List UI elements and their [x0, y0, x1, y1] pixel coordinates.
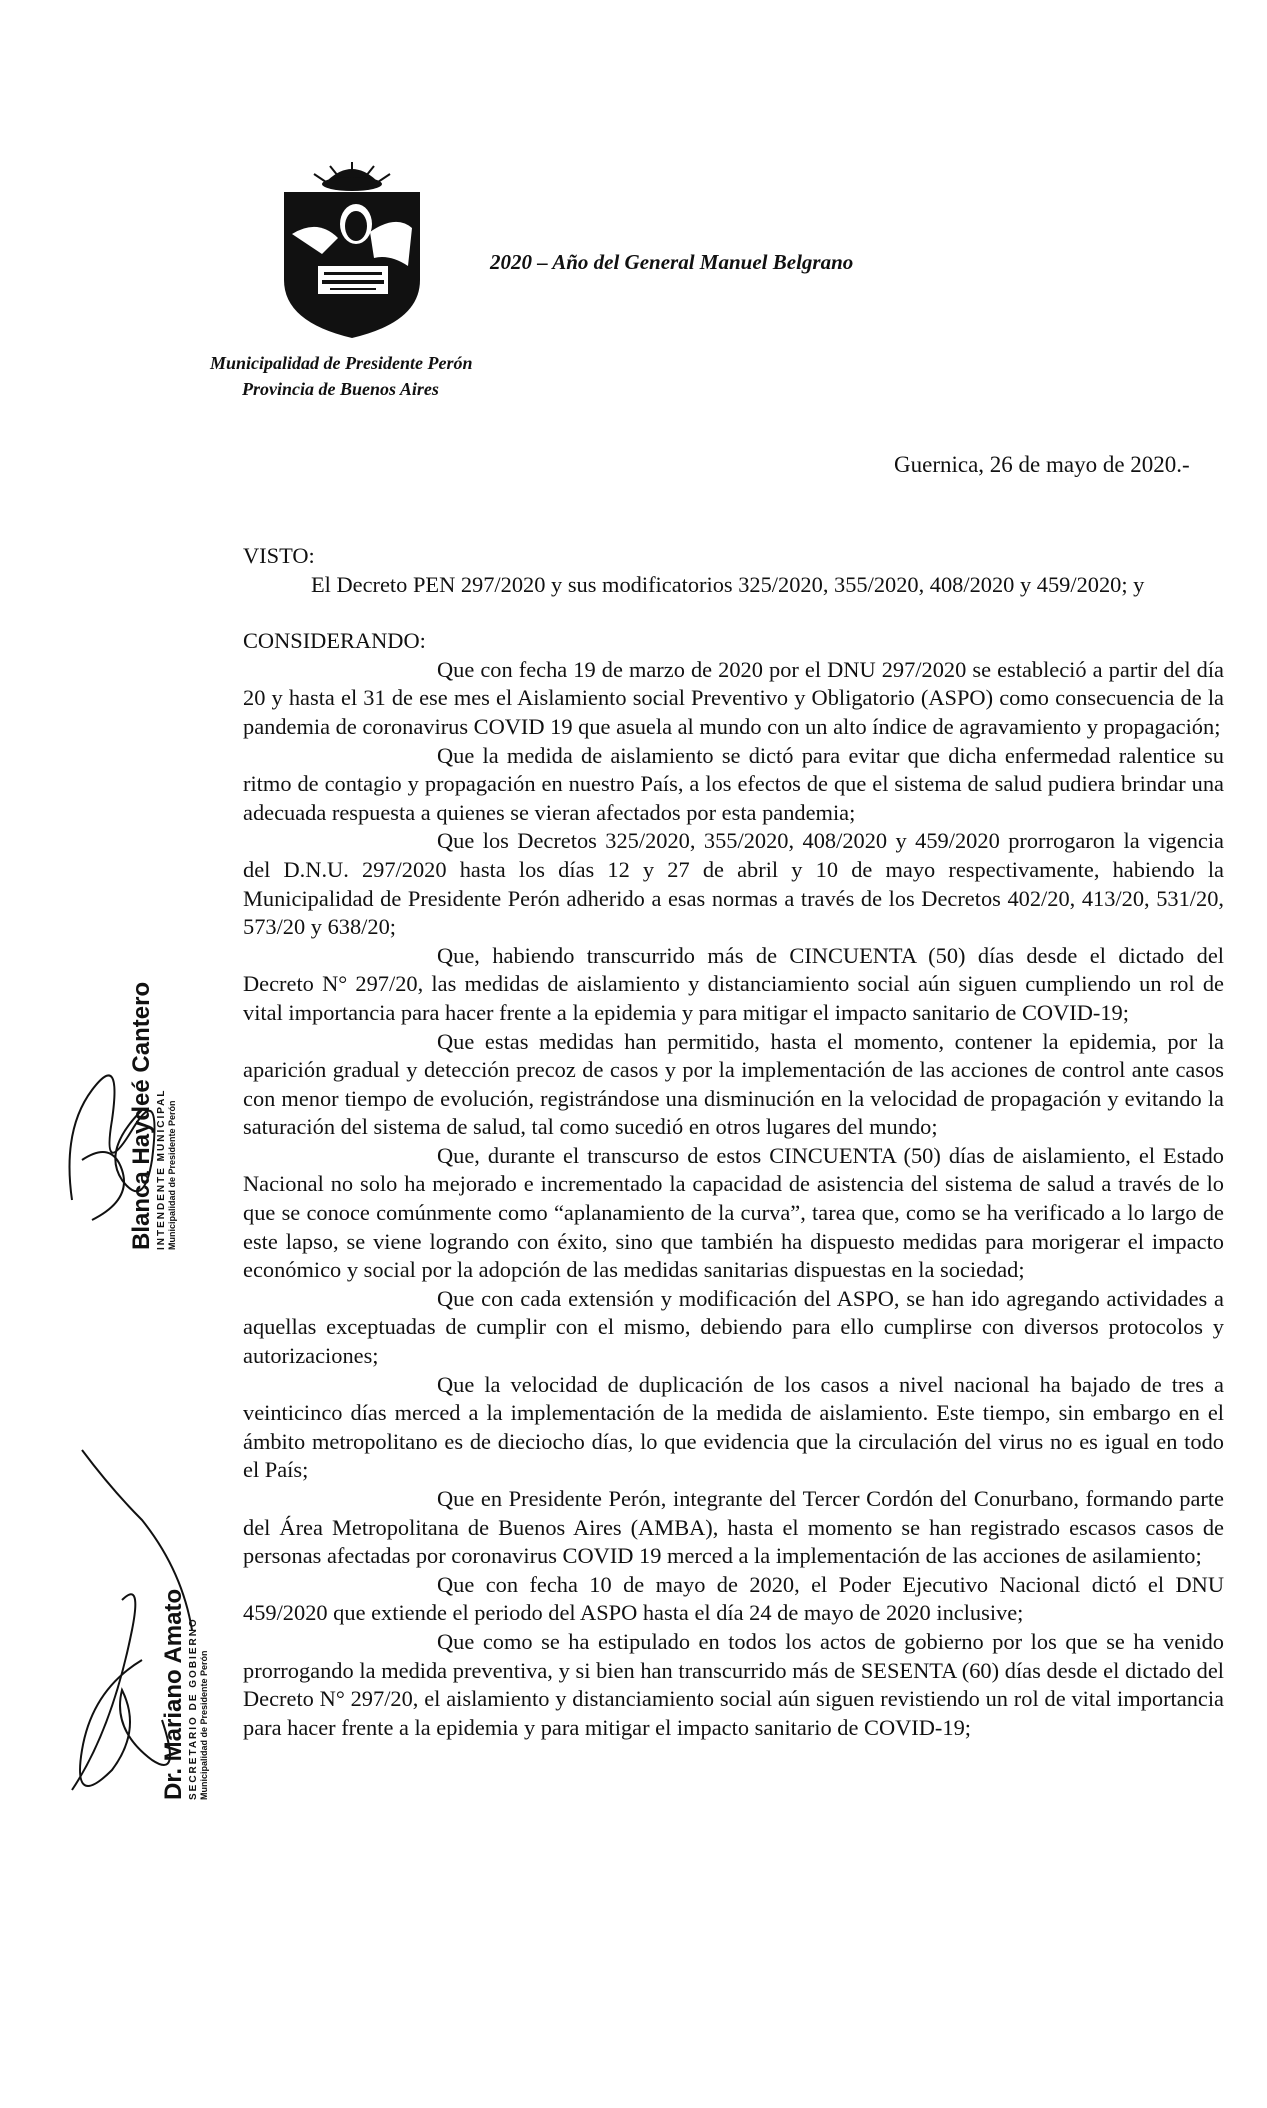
letterhead: [210, 350, 473, 402]
considerando-paragraph: Que con fecha 19 de marzo de 2020 por el DNU 297/2020 se estableció a partir del día 20 y hasta el 31 de ese mes el Aislamiento social Preventivo y Obligatorio (ASPO) como consecuencia de la pandemia de coronavirus COVID 19 que asuela al mundo con un alto índice de agravamiento y propagación;: [243, 656, 1224, 739]
document-date: Guernica, 26 de mayo de 2020.-: [894, 452, 1190, 477]
stamp-intendente: [128, 982, 177, 1250]
visto-heading: VISTO:: [243, 543, 315, 568]
considerando-paragraph: Que la medida de aislamiento se dictó para evitar que dicha enfermedad ralentice su ritmo de contagio y propagación en nuestro País, a los efectos de que el sistema de salud pudiera brindar una adecuada respuesta a quienes se vieran afectados por esta pandemia;: [243, 742, 1224, 825]
considerando-paragraph: Que, durante el transcurso de estos CINCUENTA (50) días de aislamiento, el Estado Nacional no solo ha mejorado e incrementado la capacidad de asistencia del sistema de salud a través de lo que se conoce comúnmente como “aplanamiento de la curva”, tarea que, como se ha verificado a lo largo de este lapso, se viene logrando con éxito, sino que también ha dispuesto medidas para morigerar el impacto económico y social por la adopción de las medidas sanitarias dispuestas en la sociedad;: [243, 1142, 1224, 1283]
considerando-paragraph: Que en Presidente Perón, integrante del Tercer Cordón del Conurbano, formando parte del Área Metropolitana de Buenos Aires (AMBA), hasta el momento se han registrado escasos casos de personas afectadas por coronavirus COVID 19 merced a la implementación de las acciones de asilamiento;: [243, 1486, 1224, 1569]
municipal-crest-logo: [278, 162, 426, 340]
considerando-heading: CONSIDERANDO:: [243, 628, 426, 654]
stamp-entity: Municipalidad de Presidente Perón: [199, 1650, 209, 1800]
considerando-paragraph: Que, habiendo transcurrido más de CINCUENTA (50) días desde el dictado del Decreto N° 297/20, las medidas de aislamiento y distanciamiento social aún siguen cumpliendo un rol de vital importancia para hacer frente a la epidemia y para mitigar el impacto sanitario de COVID-19;: [243, 942, 1224, 1025]
considerando-paragraph: Que estas medidas han permitido, hasta el momento, contener la epidemia, por la aparición gradual y detección precoz de casos y por la implementación de las acciones de control ante casos con menor tiempo de evolución, registrándose una disminución en la velocidad de propagación y evitando la saturación del sistema de salud, tal como sucedió en otros lugares del mundo;: [243, 1028, 1224, 1140]
stamp-secretario: [160, 1589, 209, 1800]
considerando-paragraph: Que como se ha estipulado en todos los actos de gobierno por los que se ha venido prorrogando la medida preventiva, y si bien han transcurrido más de SESENTA (60) días desde el dictado del Decreto N° 297/20, el aislamiento y distanciamiento social aún siguen revistiendo un rol de vital importancia para hacer frente a la epidemia y para mitigar el impacto sanitario de COVID-19;: [243, 1628, 1224, 1740]
document-body: [243, 542, 1224, 1742]
stamp-name: Dr. Mariano Amato: [160, 1588, 187, 1800]
considerando-paragraph: Que los Decretos 325/2020, 355/2020, 408/2020 y 459/2020 prorrogaron la vigencia del D.N.U. 297/2020 hasta los días 12 y 27 de abril y 10 de mayo respectivamente, habiendo la Municipalidad de Presidente Perón adherido a esas normas a través de los Decretos 402/20, 413/20, 531/20, 573/20 y 638/20;: [243, 828, 1224, 940]
province-name: Provincia de Buenos Aires: [242, 379, 439, 399]
considerando-paragraph: Que con cada extensión y modificación del ASPO, se han ido agregando actividades a aquellas exceptuadas de cumplir con el mismo, debiendo para ello cumplirse con diversos protocolos y autorizaciones;: [243, 1285, 1224, 1369]
considerando-paragraph: Que con fecha 10 de mayo de 2020, el Poder Ejecutivo Nacional dictó el DNU 459/2020 que extiende el periodo del ASPO hasta el día 24 de mayo de 2020 inclusive;: [243, 1571, 1224, 1626]
stamp-entity: Municipalidad de Presidente Perón: [167, 1100, 177, 1250]
municipality-name: Municipalidad de Presidente Perón: [210, 353, 473, 373]
year-slogan: 2020 – Año del General Manuel Belgrano: [490, 250, 854, 274]
stamp-name: Blanca Haydeé Cantero: [128, 981, 155, 1250]
visto-text: El Decreto PEN 297/2020 y sus modificatorios 325/2020, 355/2020, 408/2020 y 459/2020; y: [311, 571, 1145, 597]
considerando-paragraph: Que la velocidad de duplicación de los casos a nivel nacional ha bajado de tres a veinticinco días merced a la implementación de la medida de aislamiento. Este tiempo, sin embargo en el ámbito metropolitano es de dieciocho días, lo que evidencia que la circulación del virus no es igual en todo el País;: [243, 1371, 1224, 1483]
stamp-role: INTENDENTE MUNICIPAL: [156, 1088, 167, 1250]
stamp-role: SECRETARIO DE GOBIERNO: [188, 1617, 199, 1800]
